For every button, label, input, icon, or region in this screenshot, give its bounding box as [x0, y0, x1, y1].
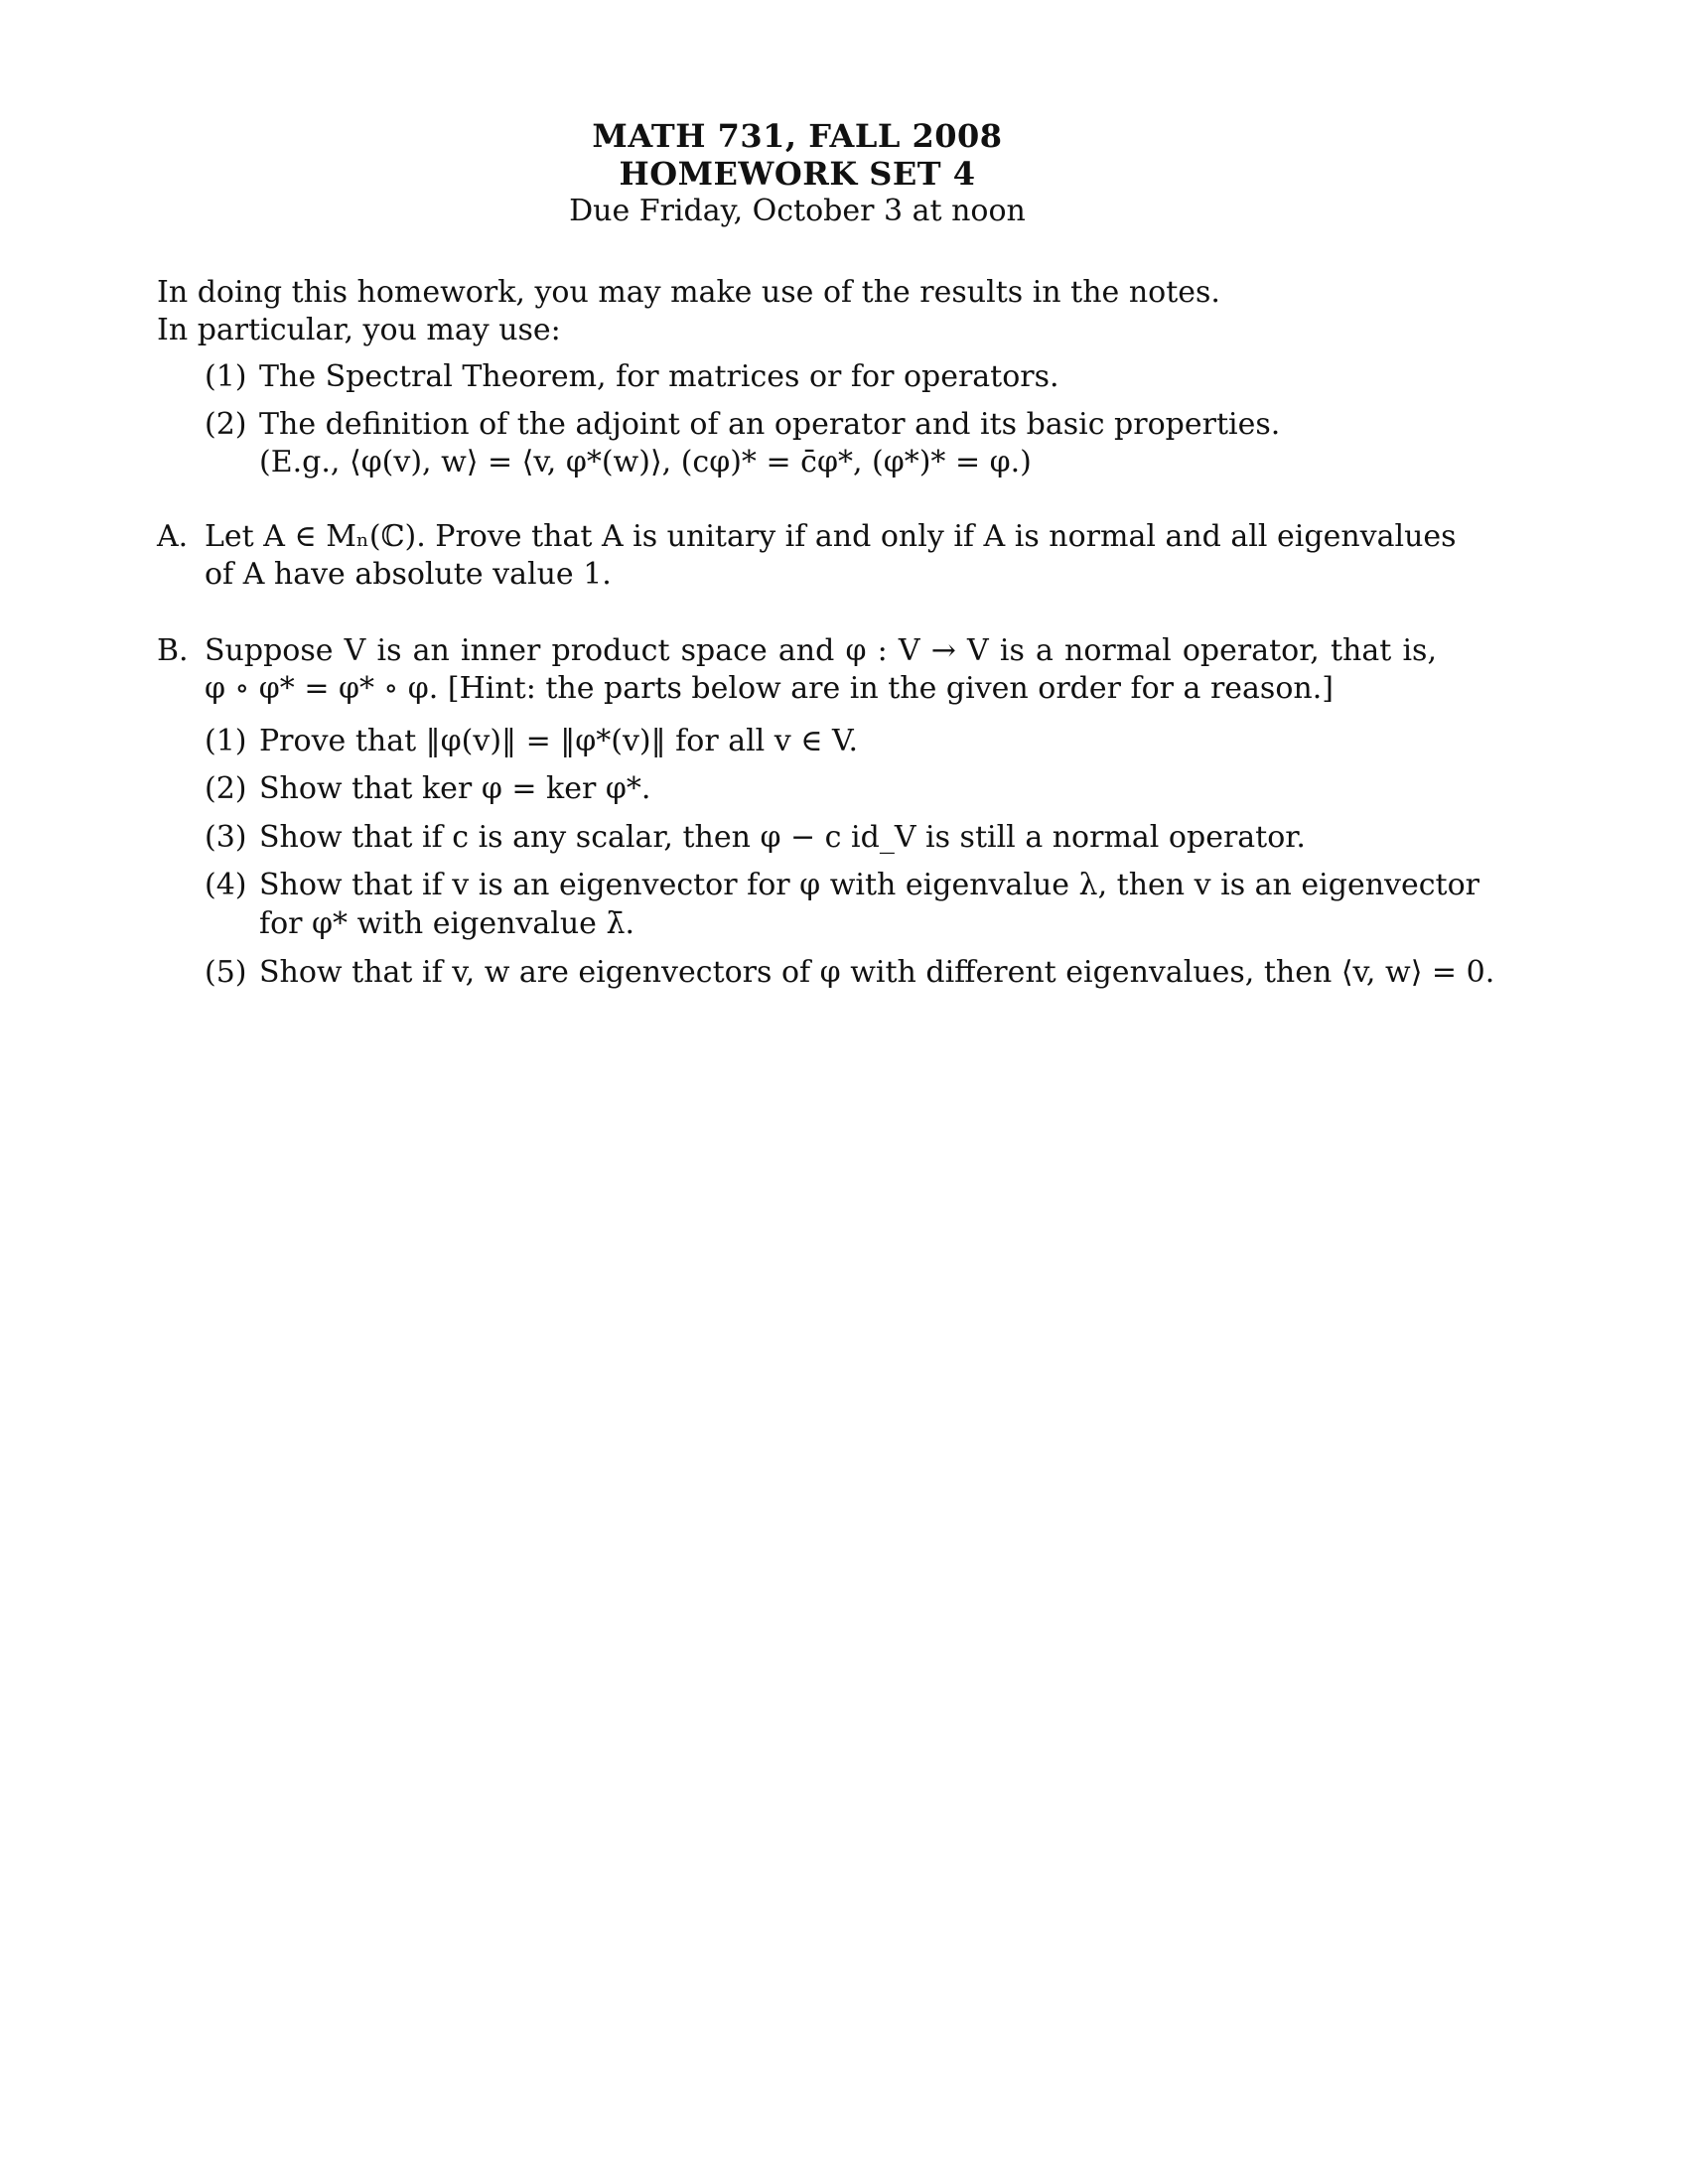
- problem-b-part-4-text-2: for φ* with eigenvalue λ̄.: [259, 906, 634, 941]
- intro-item-2-example: (E.g., ⟨φ(v), w⟩ = ⟨v, φ*(w)⟩, (cφ)* = c̄φ*, (φ*)* = φ.): [259, 445, 1032, 479]
- problem-b-part-3-text: Show that if c is any scalar, then φ − c id_V is still a normal operator.: [259, 820, 1306, 855]
- problem-a-line-1: Let A ∈ Mₙ(ℂ). Prove that A is unitary if and only if A is normal and all eigenvalues: [205, 519, 1457, 554]
- problem-b-part-1-number: (1): [205, 724, 247, 758]
- due-date: Due Friday, October 3 at noon: [569, 194, 1026, 228]
- course-title: MATH 731, FALL 2008: [592, 117, 1003, 155]
- problem-b-line-1: Suppose V is an inner product space and φ : V → V is a normal operator, that is,: [205, 633, 1437, 668]
- intro-item-1-number: (1): [205, 359, 247, 394]
- intro-item-2-text: The definition of the adjoint of an operator and its basic properties.: [259, 407, 1281, 442]
- intro-item-2-number: (2): [205, 407, 247, 442]
- homework-title: HOMEWORK SET 4: [619, 155, 976, 193]
- problem-b-part-5-number: (5): [205, 955, 247, 990]
- problem-b-part-4-number: (4): [205, 868, 247, 902]
- problem-b-part-2-number: (2): [205, 771, 247, 806]
- problem-b-part-3-number: (3): [205, 820, 247, 855]
- problem-b-part-4-text: Show that if v is an eigenvector for φ with eigenvalue λ, then v is an eigenvector: [259, 868, 1479, 902]
- problem-b-part-5-text: Show that if v, w are eigenvectors of φ with different eigenvalues, then ⟨v, w⟩ = 0.: [259, 955, 1495, 990]
- problem-a-label: A.: [157, 519, 189, 554]
- intro-line-1: In doing this homework, you may make use of the results in the notes.: [157, 275, 1220, 310]
- problem-b-part-2-text: Show that ker φ = ker φ*.: [259, 771, 651, 806]
- problem-b-label: B.: [157, 633, 189, 668]
- problem-b-part-1-text: Prove that ‖φ(v)‖ = ‖φ*(v)‖ for all v ∈ V.: [259, 724, 858, 758]
- intro-line-2: In particular, you may use:: [157, 313, 561, 347]
- intro-item-1-text: The Spectral Theorem, for matrices or for operators.: [259, 359, 1059, 394]
- problem-a-line-2: of A have absolute value 1.: [205, 557, 612, 592]
- problem-b-line-2: φ ∘ φ* = φ* ∘ φ. [Hint: the parts below are in the given order for a reason.]: [205, 671, 1334, 706]
